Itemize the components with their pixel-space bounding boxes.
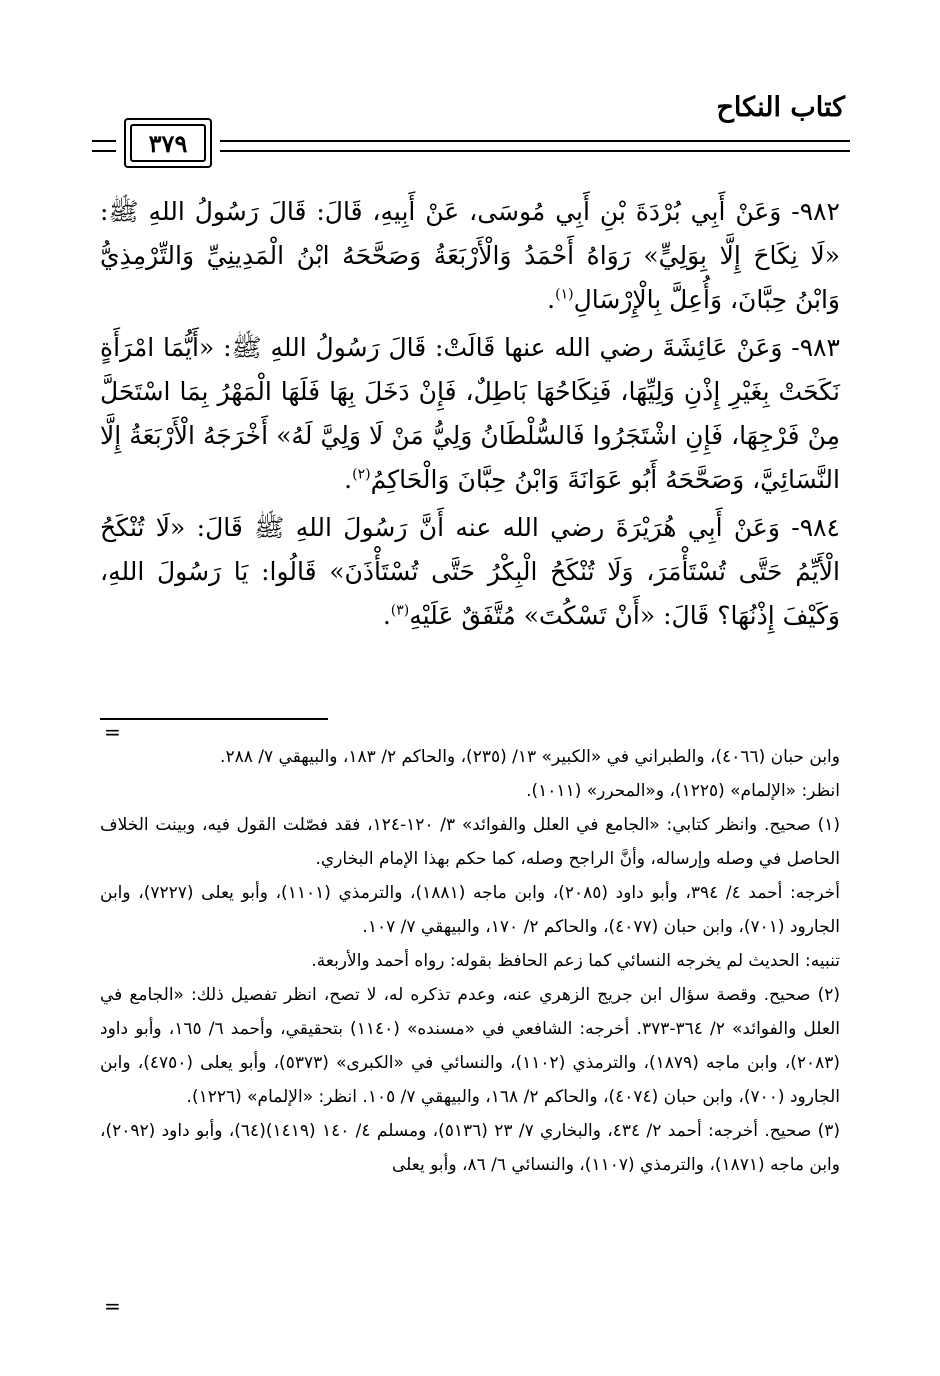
footnote-ref: (١) bbox=[555, 286, 574, 303]
footnote-2 bbox=[100, 978, 840, 1114]
header-rule-left bbox=[92, 140, 116, 152]
hadith-984: ٩٨٤- وَعَنْ أَبِي هُرَيْرَةَ رضي الله عنه أَنَّ رَسُولَ اللهِ ﷺ قَالَ: «لَا تُنْكَحُ الْأَيِّمُ حَتَّى تُسْتَأْمَرَ، وَلَا تُنْكَحُ الْبِكْرُ حَتَّى تُسْتَأْذَنَ» قَالُوا: يَا رَسُولَ اللهِ، وَكَيْفَ إِذْنُهَا؟ قَالَ: «أَنْ تَسْكُتَ» مُتَّفَقٌ عَلَيْهِ$^{(٣)}$. bbox=[100, 513, 840, 630]
hadith-982: ٩٨٢- وَعَنْ أَبِي بُرْدَةَ بْنِ أَبِي مُوسَى، عَنْ أَبِيهِ، قَالَ: قَالَ رَسُولُ اللهِ ﷺ: «لَا نِكَاحَ إِلَّا بِوَلِيٍّ» رَوَاهُ أَحْمَدُ وَالْأَرْبَعَةُ وَصَحَّحَهُ ابْنُ الْمَدِينِيِّ وَالتِّرْمِذِيُّ وَابْنُ حِبَّانَ، وَأُعِلَّ بِالْإِرْسَالِ$^{(١)}$. bbox=[100, 197, 840, 314]
footnote-3 bbox=[100, 1114, 840, 1182]
footnote-line: وابن حبان (٤٠٦٦)، والطبراني في «الكبير» ١٣/ (٢٣٥)، والحاكم ٢/ ١٨٣، والبيهقي ٧/ ٢٨٨. bbox=[220, 747, 840, 767]
main-text bbox=[100, 190, 840, 642]
footnote-continuation bbox=[100, 740, 840, 808]
hadith-text: ٩٨٣- وَعَنْ عَائِشَةَ رضي الله عنها قَالَتْ: قَالَ رَسُولُ اللهِ ﷺ: «أَيُّمَا امْرَأَةٍ نَكَحَتْ بِغَيْرِ إِذْنِ وَلِيِّهَا، فَنِكَاحُهَا بَاطِلٌ، فَإِنْ دَخَلَ بِهَا فَلَهَا الْمَهْرُ بِمَا اسْتَحَلَّ مِنْ فَرْجِهَا، فَإِنِ اشْتَجَرُوا فَالسُّلْطَانُ وَلِيُّ مَنْ لَا وَلِيَّ لَهُ» أَخْرَجَهُ الْأَرْبَعَةُ إِلَّا النَّسَائِيَّ، وَصَحَّحَهُ أَبُو عَوَانَةَ وَابْنُ حِبَّانَ وَالْحَاكِمُ bbox=[100, 333, 840, 494]
continuation-mark-bottom: = bbox=[104, 1294, 121, 1318]
footnote-1 bbox=[100, 808, 840, 978]
continuation-mark-top: = bbox=[104, 720, 121, 744]
footnote-ref: (٣) bbox=[390, 602, 410, 619]
footnote-separator bbox=[100, 718, 328, 720]
hadith-text: ٩٨٤- وَعَنْ أَبِي هُرَيْرَةَ رضي الله عنه أَنَّ رَسُولَ اللهِ ﷺ قَالَ: «لَا تُنْكَحُ الْأَيِّمُ حَتَّى تُسْتَأْمَرَ، وَلَا تُنْكَحُ الْبِكْرُ حَتَّى تُسْتَأْذَنَ» قَالُوا: يَا رَسُولَ اللهِ، وَكَيْفَ إِذْنُهَا؟ قَالَ: «أَنْ تَسْكُتَ» مُتَّفَقٌ عَلَيْهِ bbox=[100, 513, 840, 630]
hadith-983: ٩٨٣- وَعَنْ عَائِشَةَ رضي الله عنها قَالَتْ: قَالَ رَسُولُ اللهِ ﷺ: «أَيُّمَا امْرَأَةٍ نَكَحَتْ بِغَيْرِ إِذْنِ وَلِيِّهَا، فَنِكَاحُهَا بَاطِلٌ، فَإِنْ دَخَلَ بِهَا فَلَهَا الْمَهْرُ بِمَا اسْتَحَلَّ مِنْ فَرْجِهَا، فَإِنِ اشْتَجَرُوا فَالسُّلْطَانُ وَلِيُّ مَنْ لَا وَلِيَّ لَهُ» أَخْرَجَهُ الْأَرْبَعَةُ إِلَّا النَّسَائِيَّ، وَصَحَّحَهُ أَبُو عَوَانَةَ وَابْنُ حِبَّانَ وَالْحَاكِمُ$^{(٢)}$. bbox=[100, 333, 840, 494]
footnote-paragraph: أخرجه: أحمد ٤/ ٣٩٤، وأبو داود (٢٠٨٥)، وابن ماجه (١٨٨١)، والترمذي (١١٠١)، وأبو يعلى (٧٢٢٧)، وابن الجارود (٧٠١)، وابن حبان (٤٠٧٧)، والحاكم ٢/ ١٧٠، والبيهقي ٧/ ١٠٧. bbox=[100, 883, 840, 937]
footnote-paragraph: (٣) صحيح. أخرجه: أحمد ٢/ ٤٣٤، والبخاري ٧/ ٢٣ (٥١٣٦)، ومسلم ٤/ ١٤٠ (١٤١٩)(٦٤)، وأبو داود (٢٠٩٢)، وابن ماجه (١٨٧١)، والترمذي (١١٠٧)، والنسائي ٦/ ٨٦، وأبو يعلى bbox=[100, 1121, 840, 1175]
header-rule-right bbox=[220, 140, 850, 152]
page-number-box bbox=[124, 118, 212, 168]
book-title: كتاب النكاح bbox=[716, 92, 845, 123]
page-number: ٣٧٩ bbox=[130, 124, 206, 162]
footnote-ref: (٢) bbox=[352, 466, 371, 483]
hadith-text: ٩٨٢- وَعَنْ أَبِي بُرْدَةَ بْنِ أَبِي مُوسَى، عَنْ أَبِيهِ، قَالَ: قَالَ رَسُولُ اللهِ ﷺ: «لَا نِكَاحَ إِلَّا بِوَلِيٍّ» رَوَاهُ أَحْمَدُ وَالْأَرْبَعَةُ وَصَحَّحَهُ ابْنُ الْمَدِينِيِّ وَالتِّرْمِذِيُّ وَابْنُ حِبَّانَ، وَأُعِلَّ بِالْإِرْسَالِ bbox=[100, 197, 840, 314]
footnote-paragraph: تنبيه: الحديث لم يخرجه النسائي كما زعم الحافظ بقوله: رواه أحمد والأربعة. bbox=[311, 951, 840, 971]
footnote-line: انظر: «الإلمام» (١٢٢٥)، و«المحرر» (١٠١١). bbox=[526, 781, 840, 801]
footnotes bbox=[100, 740, 840, 1182]
footnote-paragraph: (٢) صحيح. وقصة سؤال ابن جريج الزهري عنه، وعدم تذكره له، لا تصح، انظر تفصيل ذلك: «الجامع في العلل والفوائد» ٢/ ٣٦٤-٣٧٣. أخرجه: الشافعي في «مسنده» (١١٤٠) بتحقيقي، وأحمد ٦/ ١٦٥، وأبو داود (٢٠٨٣)، وابن ماجه (١٨٧٩)، والترمذي (١١٠٢)، والنسائي في «الكبرى» (٥٣٧٣)، وأبو يعلى (٤٧٥٠)، وابن الجارود (٧٠٠)، وابن حبان (٤٠٧٤)، والحاكم ٢/ ١٦٨، والبيهقي ٧/ ١٠٥. انظر: «الإلمام» (١٢٢٦). bbox=[100, 985, 841, 1107]
footnote-paragraph: (١) صحيح. وانظر كتابي: «الجامع في العلل والفوائد» ٣/ ١٢٠-١٢٤، فقد فصّلت القول فيه، وبينت الخلاف الحاصل في وصله وإرساله، وأنَّ الراجح وصله، كما حكم بهذا الإمام البخاري. bbox=[100, 815, 840, 869]
